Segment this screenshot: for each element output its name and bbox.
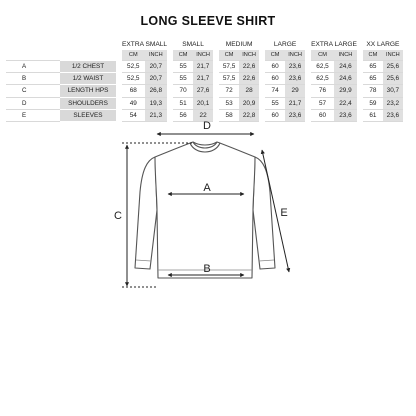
value-cm: 52,5: [122, 73, 145, 85]
unit-cm-label: CM: [122, 50, 145, 61]
value-cm: 60: [311, 109, 334, 121]
unit-inch-label: INCH: [285, 50, 305, 61]
value-cm: 55: [265, 97, 285, 109]
value-cm: 57,5: [219, 61, 239, 73]
label-e: E: [280, 207, 288, 219]
unit-inch-label: INCH: [383, 50, 403, 61]
value-inch: 23,6: [285, 73, 305, 85]
value-inch: 25,6: [383, 61, 403, 73]
value-cm: 55: [173, 61, 193, 73]
label-d: D: [203, 120, 211, 132]
value-cm: 70: [173, 85, 193, 97]
value-inch: 29: [285, 85, 305, 97]
measurement-name: SHOULDERS: [60, 97, 116, 109]
value-cm: 57,5: [219, 73, 239, 85]
size-label: SMALL: [182, 41, 204, 49]
value-inch: 29,9: [334, 85, 357, 97]
value-cm: 65: [363, 61, 383, 73]
unit-cm-label: CM: [265, 50, 285, 61]
row-letter: B: [6, 73, 60, 85]
value-inch: 25,6: [383, 73, 403, 85]
value-inch: 20,9: [239, 97, 259, 109]
value-cm: 60: [265, 73, 285, 85]
value-inch: 24,6: [334, 61, 357, 73]
value-inch: 22: [193, 109, 213, 121]
value-cm: 62,5: [311, 61, 334, 73]
unit-inch-label: INCH: [145, 50, 168, 61]
unit-cm-label: CM: [363, 50, 383, 61]
size-label: MEDIUM: [225, 41, 253, 49]
measurement-name: 1/2 CHEST: [60, 61, 116, 73]
measurement-name: LENGTH HPS: [60, 85, 116, 97]
value-cm: 53: [219, 97, 239, 109]
value-cm: 55: [173, 73, 193, 85]
value-cm: 61: [363, 109, 383, 121]
value-inch: 23,6: [285, 109, 305, 121]
right-sleeve: [253, 157, 275, 269]
chart-title: LONG SLEEVE SHIRT: [140, 14, 276, 28]
left-sleeve: [135, 157, 157, 269]
value-inch: 21,7: [193, 61, 213, 73]
value-cm: 59: [363, 97, 383, 109]
unit-inch-label: INCH: [334, 50, 357, 61]
value-inch: 24,6: [334, 73, 357, 85]
measurement-name: 1/2 WAIST: [60, 73, 116, 85]
value-inch: 23,6: [285, 61, 305, 73]
value-inch: 21,7: [285, 97, 305, 109]
unit-cm-label: CM: [311, 50, 334, 61]
measurement-name: SLEEVES: [60, 109, 116, 121]
row-letter: A: [6, 61, 60, 73]
shirt-body: [155, 142, 255, 278]
value-inch: 21,7: [193, 73, 213, 85]
value-inch: 23,2: [383, 97, 403, 109]
value-cm: 68: [122, 85, 145, 97]
label-b: B: [203, 263, 211, 275]
value-cm: 58: [219, 109, 239, 121]
value-inch: 22,4: [334, 97, 357, 109]
value-inch: 20,1: [193, 97, 213, 109]
value-cm: 56: [173, 109, 193, 121]
value-inch: 30,7: [383, 85, 403, 97]
unit-cm-label: CM: [173, 50, 193, 61]
value-inch: 20,7: [145, 73, 168, 85]
value-inch: 28: [239, 85, 259, 97]
value-cm: 49: [122, 97, 145, 109]
label-c: C: [114, 210, 122, 222]
value-inch: 22,8: [239, 109, 259, 121]
row-letter: D: [6, 97, 60, 109]
value-cm: 74: [265, 85, 285, 97]
row-letter: C: [6, 85, 60, 97]
value-cm: 54: [122, 109, 145, 121]
value-cm: 72: [219, 85, 239, 97]
value-inch: 23,6: [383, 109, 403, 121]
size-label: XX LARGE: [366, 41, 400, 49]
value-inch: 23,6: [334, 109, 357, 121]
label-a: A: [203, 182, 211, 194]
size-label: LARGE: [273, 41, 297, 49]
unit-inch-label: INCH: [239, 50, 259, 61]
value-inch: 26,8: [145, 85, 168, 97]
value-inch: 19,3: [145, 97, 168, 109]
unit-inch-label: INCH: [193, 50, 213, 61]
value-cm: 65: [363, 73, 383, 85]
value-cm: 78: [363, 85, 383, 97]
size-label: EXTRA LARGE: [311, 41, 357, 49]
row-letter: E: [6, 109, 60, 121]
value-inch: 22,6: [239, 61, 259, 73]
shirt-outline: [135, 142, 275, 278]
value-cm: 60: [265, 109, 285, 121]
value-cm: 62,5: [311, 73, 334, 85]
value-inch: 22,6: [239, 73, 259, 85]
size-label: EXTRA SMALL: [122, 41, 168, 49]
value-inch: 21,3: [145, 109, 168, 121]
value-cm: 60: [265, 61, 285, 73]
value-cm: 51: [173, 97, 193, 109]
value-inch: 27,6: [193, 85, 213, 97]
value-cm: 57: [311, 97, 334, 109]
value-inch: 20,7: [145, 61, 168, 73]
value-cm: 76: [311, 85, 334, 97]
value-cm: 52,5: [122, 61, 145, 73]
unit-cm-label: CM: [219, 50, 239, 61]
